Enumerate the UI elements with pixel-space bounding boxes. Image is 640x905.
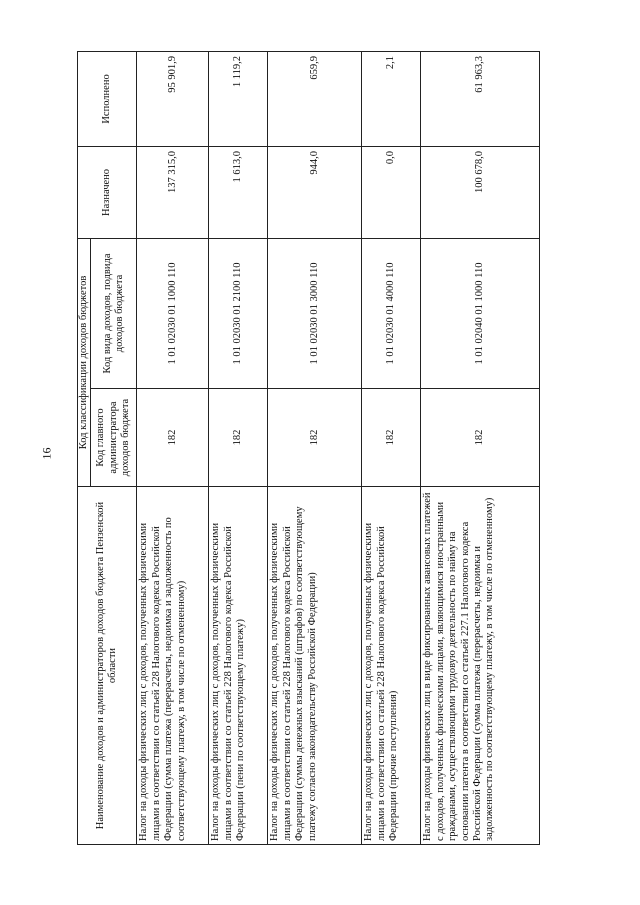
row-name: Налог на доходы физических лиц с доходов, полученных физическими лицами в соответствии со статьей 228 Налогового кодекса Российской Федерации (суммы денежных взысканий (штрафов) по соответствующему платежу согласно законодательству Российской Федерации) <box>268 487 362 845</box>
header-income-code: Код вида доходов, подвида доходов бюджета <box>91 238 137 388</box>
row-assigned: 100 678,0 <box>421 146 540 238</box>
row-admin-code: 182 <box>362 389 421 487</box>
row-income-code: 1 01 02030 01 4000 110 <box>362 238 421 388</box>
row-executed: 659,9 <box>268 51 362 146</box>
row-income-code: 1 01 02040 01 1000 110 <box>421 238 540 388</box>
row-executed: 95 901,9 <box>137 51 209 146</box>
page-number: 16 <box>39 447 54 460</box>
table-row <box>421 51 540 844</box>
row-executed: 1 119,2 <box>209 51 268 146</box>
row-assigned: 137 315,0 <box>137 146 209 238</box>
row-assigned: 0,0 <box>362 146 421 238</box>
header-assigned: Назначено <box>78 146 137 238</box>
header-classification: Код классификации доходов бюджетов <box>78 238 91 486</box>
row-name: Налог на доходы физических лиц с доходов, полученных физическими лицами в соответствии со статьей 228 Налогового кодекса Российской Федерации (пени по соответствующему платежу) <box>209 487 268 845</box>
header-name: Наименование доходов и администраторов доходов бюджета Пензенской области <box>78 487 137 845</box>
row-assigned: 944,0 <box>268 146 362 238</box>
row-assigned: 1 613,0 <box>209 146 268 238</box>
row-admin-code: 182 <box>268 389 362 487</box>
row-income-code: 1 01 02030 01 3000 110 <box>268 238 362 388</box>
row-income-code: 1 01 02030 01 2100 110 <box>209 238 268 388</box>
header-admin-code: Код главного администратора доходов бюджета <box>91 389 137 487</box>
row-name: Налог на доходы физических лиц в виде фиксированных авансовых платежей с доходов, полученных физическими лицами, являющимися иностранными гражданами, осуществляющими трудовую деятельность по найму на основании патента в соответствии со статьей 227.1 Налогового кодекса Российской Федерации (сумма платежа (перерасчеты, недоимка и задолженность по соответствующему платежу, в том числе по отмененному) <box>421 487 540 845</box>
row-income-code: 1 01 02030 01 1000 110 <box>137 238 209 388</box>
row-admin-code: 182 <box>421 389 540 487</box>
table-row <box>362 51 421 844</box>
row-name: Налог на доходы физических лиц с доходов, полученных физическими лицами в соответствии со статьей 228 Налогового кодекса Российской Федерации (сумма платежа (перерасчеты, недоимка и задолженность по соответствующему платежу, в том числе по отмененному) <box>137 487 209 845</box>
row-executed: 61 963,3 <box>421 51 540 146</box>
table-row <box>137 51 209 844</box>
table-row <box>209 51 268 844</box>
row-admin-code: 182 <box>209 389 268 487</box>
row-admin-code: 182 <box>137 389 209 487</box>
row-executed: 2,1 <box>362 51 421 146</box>
revenue-table <box>77 51 540 845</box>
header-executed: Исполнено <box>78 51 137 146</box>
rotated-table-container <box>77 52 539 845</box>
table-row <box>268 51 362 844</box>
row-name: Налог на доходы физических лиц с доходов, полученных физическими лицами в соответствии со статьей 228 Налогового кодекса Российской Федерации (прочие поступления) <box>362 487 421 845</box>
